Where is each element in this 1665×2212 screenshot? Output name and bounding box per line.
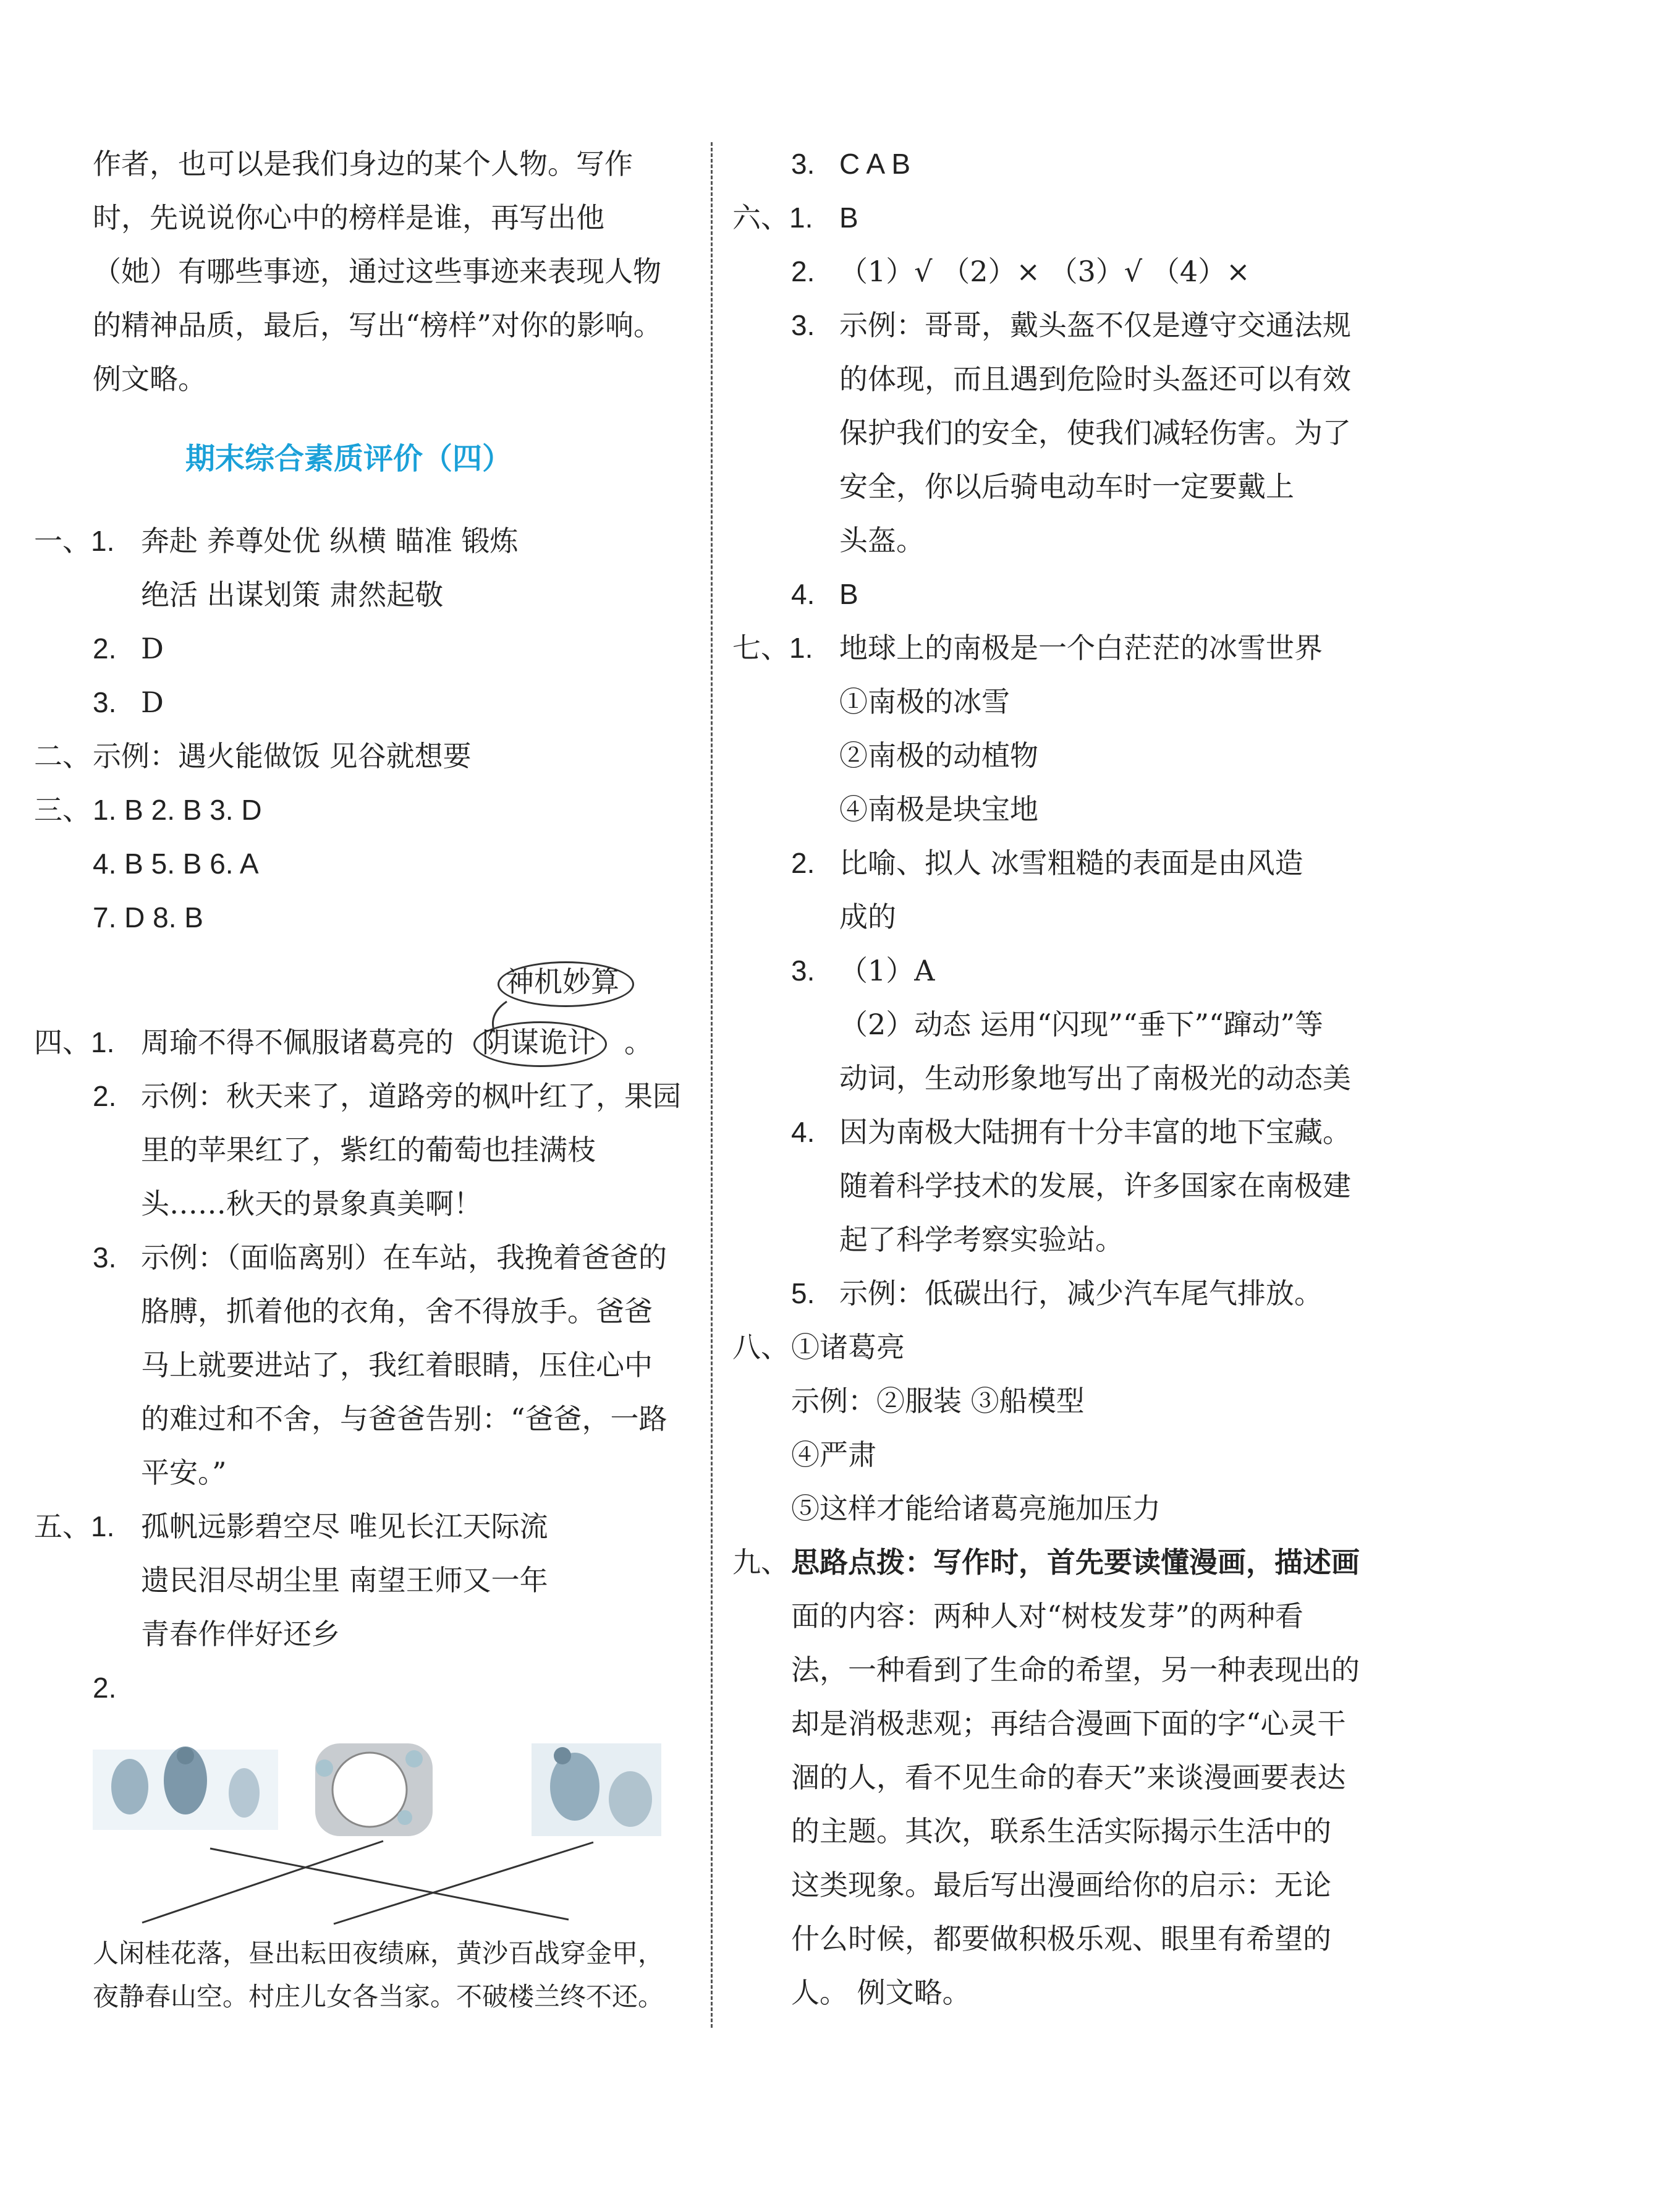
q4-2-num: 2.: [93, 1080, 117, 1112]
q6-4-answer: B: [839, 578, 858, 610]
q4-3-line-2: 胳膊，抓着他的衣角，舍不得放手。爸爸: [141, 1295, 653, 1328]
q4-3-num: 3.: [93, 1241, 117, 1274]
q1-label: 一、1.: [34, 525, 115, 557]
q6-3-line-1: 示例：哥哥，戴头盔不仅是遵守交通法规: [839, 308, 1351, 342]
q6-2-answer: （1）√ （2）× （3）√ （4）×: [839, 255, 1250, 288]
q1-2-answer: D: [141, 632, 164, 665]
q5-line-1: 孤帆远影碧空尽 唯见长江天际流: [141, 1510, 548, 1543]
q1-answer-line-2: 绝活 出谋划策 肃然起敬: [141, 578, 444, 611]
q5-label: 五、1.: [34, 1510, 115, 1542]
q4-3-line-5: 平安。”: [141, 1456, 227, 1489]
q5-line-2: 遗民泪尽胡尘里 南望王师又一年: [141, 1563, 548, 1597]
illustration-farming-village: [532, 1743, 661, 1836]
q8-label: 八、: [732, 1330, 789, 1364]
q9-line-9: 人。 例文略。: [791, 1976, 971, 2009]
r3-num: 3.: [791, 148, 815, 180]
q6-label: 六、1.: [732, 202, 813, 234]
q1-2-num: 2.: [93, 632, 117, 665]
q1-3-answer: D: [141, 686, 164, 719]
q7-1-line-1: 地球上的南极是一个白茫茫的冰雪世界: [839, 631, 1323, 665]
q8-line-4: ⑤这样才能给诸葛亮施加压力: [791, 1492, 1161, 1525]
correction-text: 神机妙算: [506, 965, 619, 998]
q5-2-num: 2.: [93, 1672, 117, 1704]
q4-3-line-3: 马上就要进站了，我红着眼睛，压住心中: [141, 1348, 653, 1382]
q8-line-1: ①诸葛亮: [791, 1330, 905, 1364]
q4-2-line-1: 示例：秋天来了，道路旁的枫叶红了，果园: [141, 1079, 681, 1113]
column-divider: [711, 142, 713, 2028]
intro-line-1: 作者，也可以是我们身边的某个人物。写作: [93, 147, 633, 181]
q3-row-3: 7. D 8. B: [93, 901, 203, 934]
r3-answer: C A B: [839, 148, 911, 180]
intro-line-4: 的精神品质，最后，写出“榜样”对你的影响。: [93, 308, 663, 342]
illustration-frontier-soldiers: [93, 1746, 278, 1830]
circled-phrase: 阴谋诡计: [482, 1026, 596, 1059]
q9-line-7: 这类现象。最后写出漫画给你的启示：无论: [791, 1868, 1331, 1902]
matching-lines: [142, 1841, 593, 1924]
q4-3-line-1: 示例：（面临离别）在车站，我挽着爸爸的: [141, 1241, 667, 1274]
intro-line-2: 时，先说说你心中的榜样是谁，再写出他: [93, 201, 604, 234]
q6-4-num: 4.: [791, 578, 815, 610]
q4-label: 四、1.: [34, 1026, 115, 1058]
q7-4-line-1: 因为南极大陆拥有十分丰富的地下宝藏。: [839, 1115, 1351, 1149]
q6-1-answer: B: [839, 202, 858, 234]
q2-label: 二、: [34, 739, 91, 773]
q7-1-line-4: ④南极是块宝地: [839, 793, 1038, 826]
q7-3-line-2: （2）动态 运用“闪现”“垂下”“蹿动”等: [839, 1008, 1323, 1041]
q7-2-num: 2.: [791, 847, 815, 879]
q6-3-line-5: 头盔。: [839, 524, 925, 557]
q8-line-3: ④严肃: [791, 1438, 876, 1471]
q7-5-answer: 示例：低碳出行，减少汽车尾气排放。: [839, 1277, 1323, 1310]
q6-2-num: 2.: [791, 255, 815, 287]
q9-line-4: 却是消极悲观；再结合漫画下面的字“心灵干: [791, 1707, 1346, 1740]
q9-line-1: 思路点拨：写作时，首先要读懂漫画，描述画: [791, 1546, 1360, 1579]
q7-2-line-2: 成的: [839, 900, 896, 934]
q6-3-num: 3.: [791, 309, 815, 341]
q6-3-line-4: 安全，你以后骑电动车时一定要戴上: [839, 470, 1294, 503]
q4-2-line-3: 头……秋天的景象真美啊！: [141, 1187, 482, 1220]
q3-row-2: 4. B 5. B 6. A: [93, 848, 259, 880]
poem-illustrations: [93, 1743, 667, 1929]
q8-line-2: 示例：②服装 ③船模型: [791, 1384, 1085, 1418]
q7-3-num: 3.: [791, 955, 815, 987]
q1-3-num: 3.: [93, 686, 117, 718]
intro-line-5: 例文略。: [93, 362, 206, 396]
q4-2-line-2: 里的苹果红了，紫红的葡萄也挂满枝: [141, 1133, 596, 1167]
illustration-moon-osmanthus: [315, 1743, 433, 1836]
q2-answer: 示例：遇火能做饭 见谷就想要: [93, 739, 472, 773]
q7-label: 七、1.: [732, 632, 813, 664]
q7-5-num: 5.: [791, 1277, 815, 1309]
q7-3-line-3: 动词，生动形象地写出了南极光的动态美: [839, 1061, 1351, 1095]
q7-3-line-1: （1）A: [839, 954, 935, 987]
q3-row-1: 1. B 2. B 3. D: [93, 794, 262, 826]
q7-2-line-1: 比喻、拟人 冰雪粗糙的表面是由风造: [839, 846, 1303, 880]
q1-answer-line-1: 奔赴 养尊处优 纵横 瞄准 锻炼: [141, 524, 519, 558]
q7-4-line-3: 起了科学考察实验站。: [839, 1223, 1124, 1256]
q5-line-3: 青春作伴好还乡: [141, 1617, 340, 1651]
section-title: 期末综合素质评价（四）: [185, 441, 512, 476]
q6-3-line-2: 的体现，而且遇到危险时头盔还可以有效: [839, 362, 1351, 396]
poem-captions-row-1: 人闲桂花落，昼出耘田夜绩麻，黄沙百战穿金甲，: [93, 1938, 664, 1968]
q3-label: 三、: [34, 793, 91, 827]
q7-1-line-2: ①南极的冰雪: [839, 685, 1010, 718]
q9-label: 九、: [732, 1546, 789, 1579]
q6-3-line-3: 保护我们的安全，使我们减轻伤害。为了: [839, 416, 1351, 449]
q7-4-line-2: 随着科学技术的发展，许多国家在南极建: [839, 1169, 1351, 1202]
q7-4-num: 4.: [791, 1116, 815, 1148]
q4-3-line-4: 的难过和不舍，与爸爸告别：“爸爸，一路: [141, 1402, 667, 1436]
q9-line-3: 法，一种看到了生命的希望，另一种表现出的: [791, 1653, 1360, 1687]
q9-line-6: 的主题。其次，联系生活实际揭示生活中的: [791, 1814, 1331, 1848]
q9-line-5: 涸的人，看不见生命的春天”来谈漫画要表达: [791, 1761, 1346, 1794]
q7-1-line-3: ②南极的动植物: [839, 739, 1038, 772]
poem-captions-row-2: 夜静春山空。村庄儿女各当家。不破楼兰终不还。: [93, 1981, 664, 2012]
q9-line-2: 面的内容：两种人对“树枝发芽”的两种看: [791, 1599, 1304, 1633]
intro-line-3: （她）有哪些事迹，通过这些事迹来表现人物: [93, 255, 661, 288]
q9-line-8: 什么时候，都要做积极乐观、眼里有希望的: [791, 1922, 1331, 1955]
q4-1-end: 。: [624, 1026, 653, 1059]
q4-1-text: 周瑜不得不佩服诸葛亮的: [141, 1026, 454, 1059]
